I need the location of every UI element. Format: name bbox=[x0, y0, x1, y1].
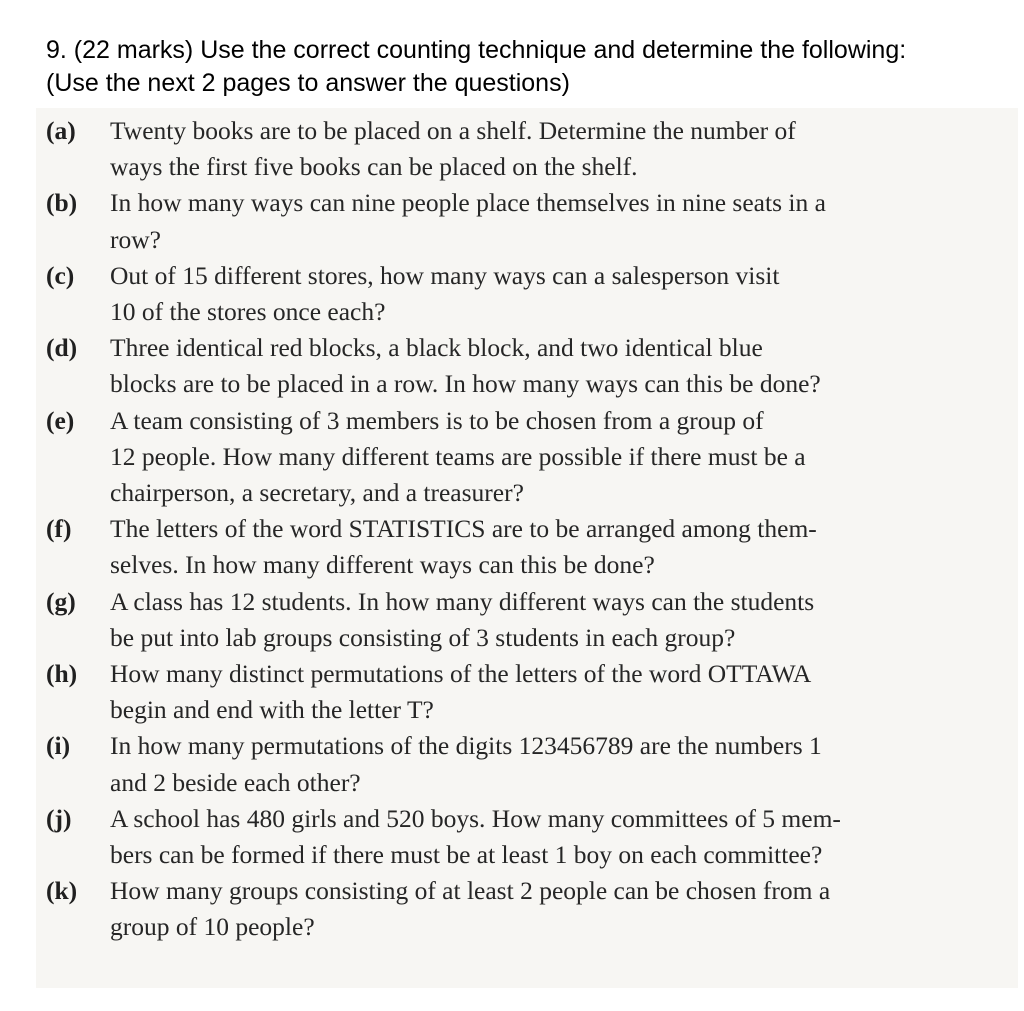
question-item-j bbox=[46, 801, 1016, 873]
question-text bbox=[110, 330, 1006, 402]
question-line: be put into lab groups consisting of 3 students in each group? bbox=[110, 622, 736, 652]
question-list bbox=[46, 113, 1016, 946]
question-label: (g) bbox=[46, 586, 76, 616]
question-label: (f) bbox=[46, 514, 72, 544]
question-text bbox=[110, 801, 1006, 873]
question-line: How many groups consisting of at least 2 people can be chosen from a bbox=[110, 876, 831, 906]
question-text bbox=[110, 728, 1006, 800]
question-header bbox=[46, 34, 1006, 100]
question-item-g bbox=[46, 584, 1016, 656]
question-item-i bbox=[46, 728, 1016, 800]
question-line: bers can be formed if there must be at least 1 boy on each committee? bbox=[110, 840, 823, 870]
question-label: (k) bbox=[46, 876, 78, 906]
question-label: (e) bbox=[46, 405, 75, 435]
question-item-a bbox=[46, 113, 1016, 185]
question-text bbox=[110, 113, 1006, 185]
question-line: In how many permutations of the digits 123456789 are the numbers 1 bbox=[110, 731, 822, 761]
question-label: (c) bbox=[46, 260, 75, 290]
question-label: (i) bbox=[46, 731, 71, 761]
question-line: begin and end with the letter T? bbox=[110, 695, 434, 725]
question-line: group of 10 people? bbox=[110, 912, 315, 942]
question-text bbox=[110, 873, 1006, 945]
question-line: The letters of the word STATISTICS are to be arranged among them- bbox=[110, 514, 817, 544]
question-line: blocks are to be placed in a row. In how many ways can this be done? bbox=[110, 369, 821, 399]
question-line: Out of 15 different stores, how many ways can a salesperson visit bbox=[110, 260, 780, 290]
question-label: (d) bbox=[46, 333, 78, 363]
question-line: chairperson, a secretary, and a treasurer? bbox=[110, 478, 524, 508]
question-label: (a) bbox=[46, 116, 76, 145]
question-line: 10 of the stores once each? bbox=[110, 297, 386, 327]
question-label: (j) bbox=[46, 803, 72, 833]
question-text bbox=[110, 258, 1006, 330]
question-item-k bbox=[46, 873, 1016, 945]
header-line-2: (Use the next 2 pages to answer the questions) bbox=[46, 69, 570, 97]
question-item-e bbox=[46, 403, 1016, 512]
question-line: row? bbox=[110, 224, 161, 254]
question-text bbox=[110, 511, 1006, 583]
question-line: selves. In how many different ways can this be done? bbox=[110, 550, 655, 580]
question-item-c bbox=[46, 258, 1016, 330]
question-label: (h) bbox=[46, 659, 78, 689]
question-line: A class has 12 students. In how many different ways can the students bbox=[110, 586, 815, 616]
question-item-f bbox=[46, 511, 1016, 583]
question-line: In how many ways can nine people place themselves in nine seats in a bbox=[110, 188, 826, 218]
header-line-1: 9. (22 marks) Use the correct counting technique and determine the following: bbox=[46, 36, 907, 64]
question-text bbox=[110, 185, 1006, 257]
question-text bbox=[110, 403, 1006, 512]
question-label: (b) bbox=[46, 188, 78, 218]
question-text bbox=[110, 584, 1006, 656]
question-line: Three identical red blocks, a black block, and two identical blue bbox=[110, 333, 763, 363]
question-line: 12 people. How many different teams are possible if there must be a bbox=[110, 441, 806, 471]
question-line: How many distinct permutations of the letters of the word OTTAWA bbox=[110, 659, 812, 689]
question-line: A team consisting of 3 members is to be chosen from a group of bbox=[110, 405, 764, 435]
question-item-b bbox=[46, 185, 1016, 257]
question-item-h bbox=[46, 656, 1016, 728]
question-item-d bbox=[46, 330, 1016, 402]
question-text bbox=[110, 656, 1006, 728]
question-line: Twenty books are to be placed on a shelf. Determine the number of bbox=[110, 116, 796, 145]
question-line: A school has 480 girls and 520 boys. How many committees of 5 mem- bbox=[110, 803, 841, 833]
question-line: ways the first five books can be placed on the shelf. bbox=[110, 152, 638, 182]
question-line: and 2 beside each other? bbox=[110, 767, 361, 797]
